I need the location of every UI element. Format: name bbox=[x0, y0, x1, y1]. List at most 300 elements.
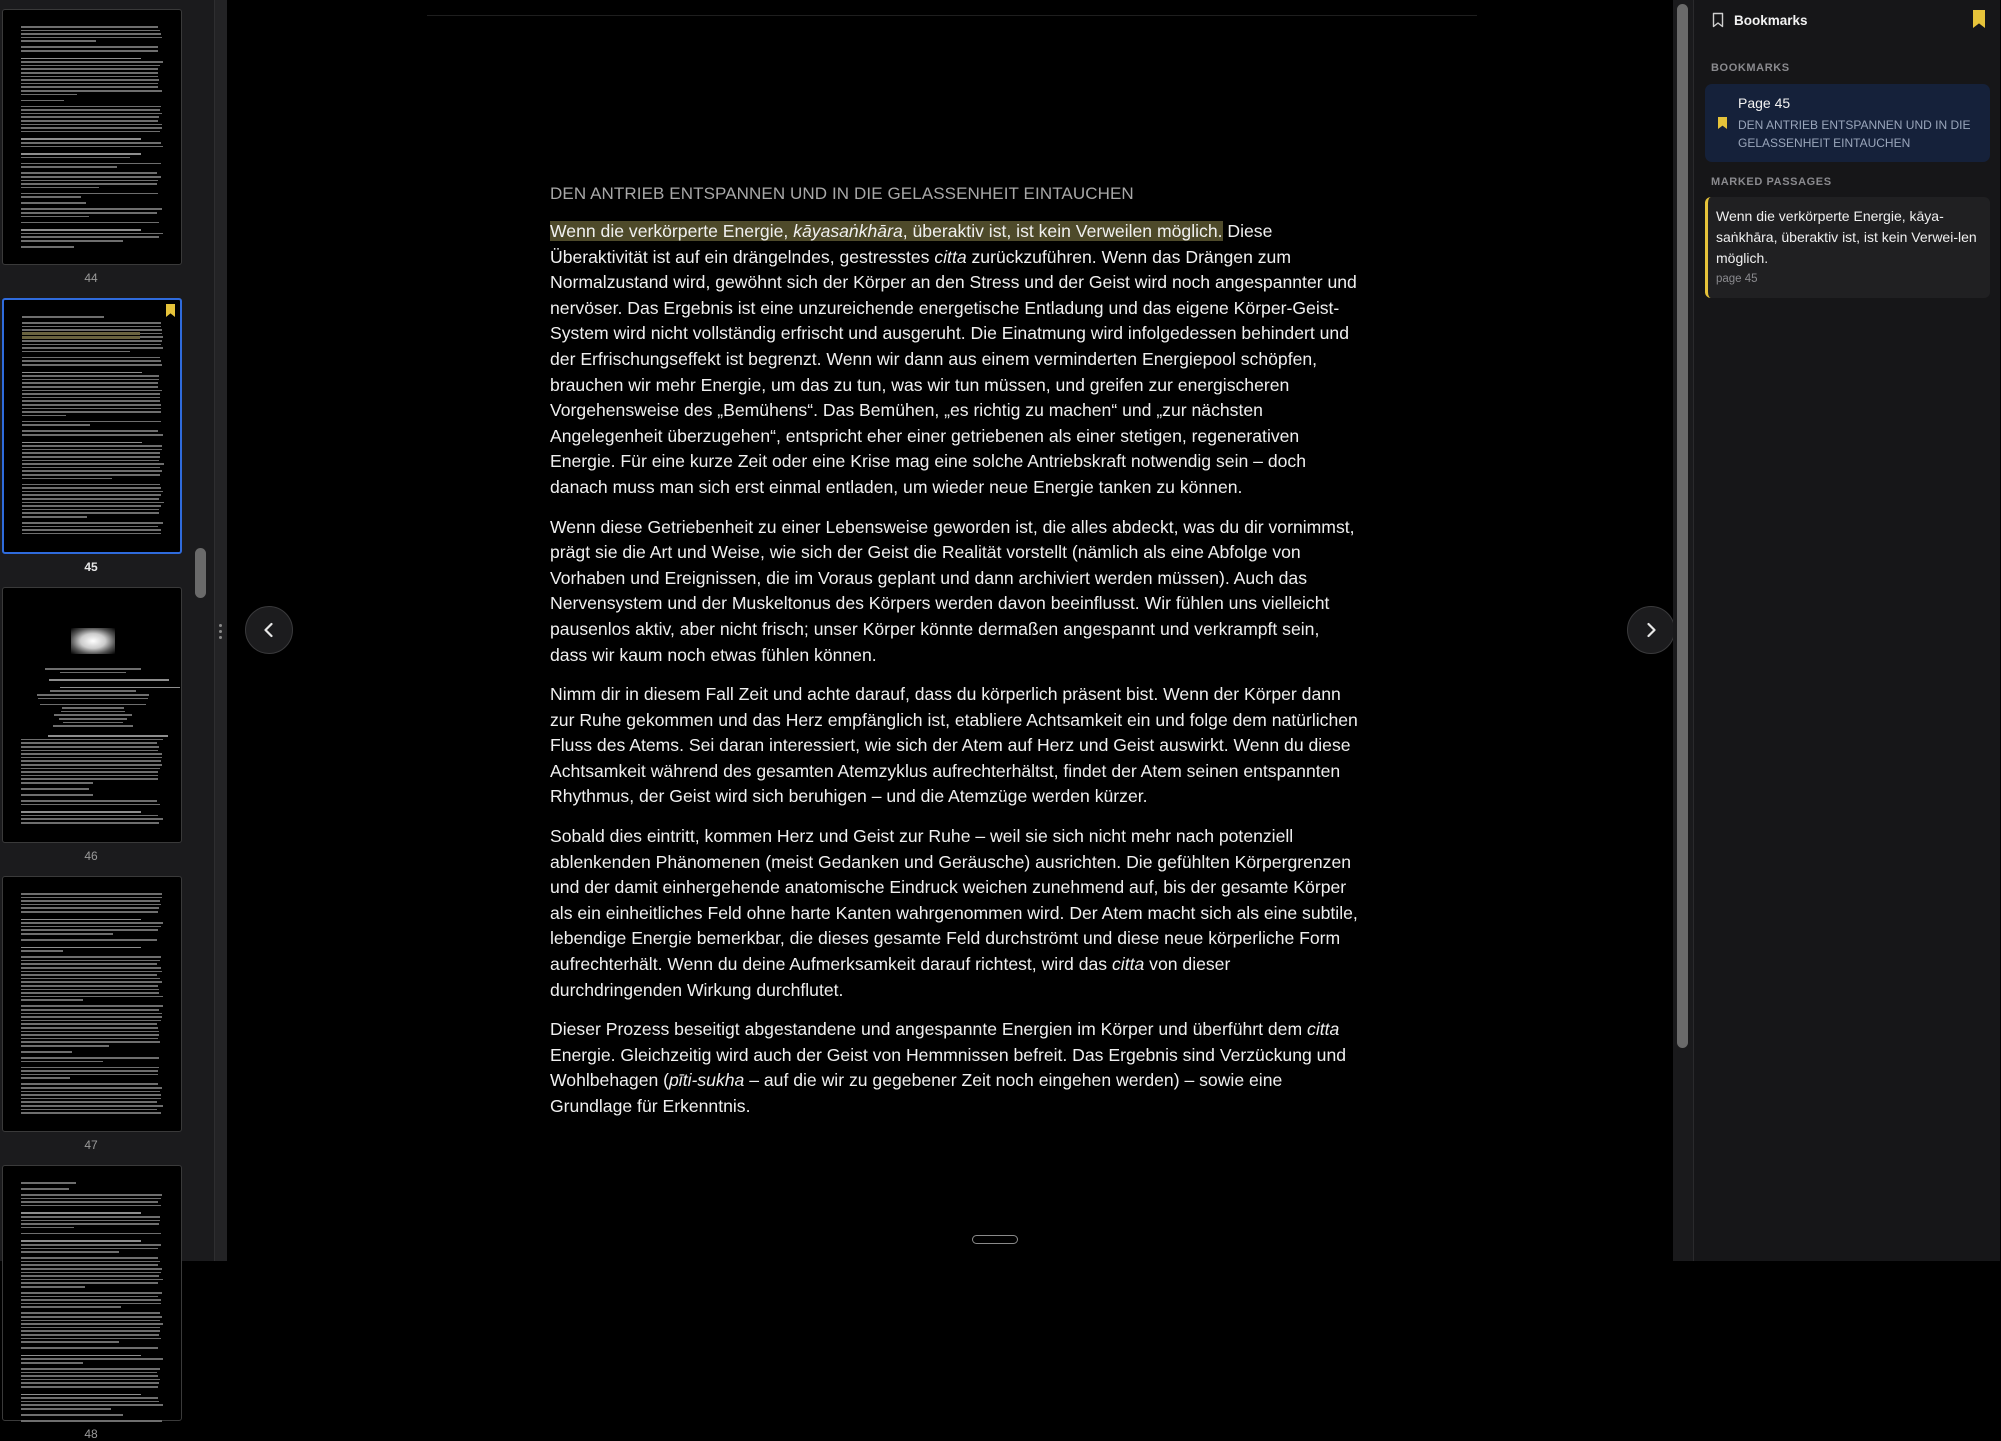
thumbnail-text-line bbox=[22, 512, 159, 514]
thumbnail-text-line bbox=[21, 919, 141, 921]
thumbnail-text-line bbox=[21, 72, 158, 74]
thumbnail-text-line bbox=[21, 229, 141, 231]
thumbnail-text-line bbox=[60, 687, 180, 689]
thumbnail-text-line bbox=[21, 180, 158, 182]
thumbnail-text-line bbox=[22, 498, 159, 500]
thumbnail-text-line bbox=[21, 1023, 157, 1025]
thumbnail-text-line bbox=[21, 1105, 163, 1107]
thumbnail-text-line bbox=[21, 746, 159, 748]
panel-header bbox=[1694, 0, 2001, 40]
thumbnail-text-line bbox=[21, 1112, 161, 1114]
chevron-left-icon bbox=[259, 620, 279, 640]
thumbnail-text-line bbox=[22, 452, 160, 454]
grip-dot bbox=[219, 624, 222, 627]
thumbnail-text-line bbox=[21, 26, 158, 28]
thumbnail-text-line bbox=[21, 1372, 157, 1374]
thumbnail-text-line bbox=[22, 463, 164, 465]
reader-scrollbar[interactable] bbox=[1673, 0, 1693, 1261]
thumbnail-image bbox=[2, 587, 182, 843]
thumbnail-page-number: 44 bbox=[84, 271, 98, 285]
thumbnail-text-line bbox=[22, 445, 162, 447]
thumbnail-highlight bbox=[22, 332, 140, 335]
thumbnail-text-line bbox=[22, 460, 159, 462]
thumbnail-text-line bbox=[21, 1320, 160, 1322]
thumbnail-text-line bbox=[21, 1306, 121, 1308]
thumbnail-text-line bbox=[21, 1109, 157, 1111]
thumbnail-text-line bbox=[21, 1077, 70, 1079]
thumbnail-text-line bbox=[21, 922, 163, 924]
thumbnail-text-line bbox=[22, 386, 158, 388]
text-run: citta bbox=[1111, 954, 1145, 975]
thumbnail-text-line bbox=[21, 963, 157, 965]
thumbnail-text-line bbox=[21, 109, 160, 111]
thumbnail-text-line bbox=[48, 735, 168, 737]
thumbnail-text-line bbox=[22, 340, 162, 342]
thumbnail-text-line bbox=[21, 138, 141, 140]
thumbnail-text-line bbox=[22, 494, 161, 496]
thumbnail-text-line bbox=[21, 1420, 162, 1422]
thumbnail-text-line bbox=[21, 1220, 160, 1222]
thumbnail-text-line bbox=[21, 1408, 111, 1410]
thumbnail-text-line bbox=[50, 690, 136, 692]
thumbnail-text-line bbox=[21, 947, 141, 949]
thumbnail-text-line bbox=[22, 478, 112, 480]
thumbnail-text-line bbox=[21, 212, 157, 214]
thumbnail-text-line bbox=[21, 1087, 162, 1089]
text-run: Energie. Gleichzeitig wird auch der Geist von Hemmnissen befreit. Das Ergebnis sind Verzückung und Wohlbehagen ( bbox=[550, 1044, 1347, 1091]
thumbnail-text-line bbox=[21, 742, 157, 744]
thumbnail-text-line bbox=[21, 1005, 163, 1007]
thumbnail-text-line bbox=[22, 397, 160, 399]
thumbnail-text-line bbox=[21, 100, 64, 102]
thumbnail-text-line bbox=[22, 434, 163, 436]
thumbnail-text-line bbox=[21, 956, 161, 958]
text-run: citta bbox=[934, 246, 967, 267]
thumbnail-text-line bbox=[45, 668, 140, 670]
thumbnail-text-line bbox=[22, 357, 160, 359]
thumbnail-text-line bbox=[21, 1067, 159, 1069]
thumbnail-text-line bbox=[21, 788, 89, 790]
thumbnail-text-line bbox=[21, 1401, 159, 1403]
thumbnail-text-line bbox=[21, 131, 160, 133]
thumbnail-text-line bbox=[21, 1182, 76, 1184]
thumbnail-text-line bbox=[21, 193, 158, 195]
thumbnail-text-line bbox=[21, 1296, 158, 1298]
thumbnail-text-line bbox=[21, 1368, 160, 1370]
thumbnail-text-line bbox=[21, 1098, 161, 1100]
sidebar-resize-handle[interactable] bbox=[214, 0, 227, 1261]
thumbnail-text-line bbox=[21, 1299, 161, 1301]
thumbnail-text-line bbox=[22, 491, 163, 493]
thumbnail-text-line bbox=[21, 1201, 158, 1203]
thumbnail-text-line bbox=[21, 142, 161, 144]
thumbnail-text-line bbox=[21, 68, 158, 70]
thumbnail-text-line bbox=[21, 1251, 119, 1253]
thumbnail-text-line bbox=[61, 711, 125, 713]
thumbnail-text-line bbox=[21, 1244, 161, 1246]
thumbnail-text-line bbox=[21, 926, 161, 928]
thumbnail-text-line bbox=[22, 364, 162, 366]
thumbnail-figure bbox=[71, 628, 115, 654]
thumbnail-text-line bbox=[21, 1070, 158, 1072]
thumbnail-text-line bbox=[21, 739, 163, 741]
thumbnail-text-line bbox=[21, 974, 157, 976]
thumbnail-text-line bbox=[22, 411, 161, 413]
page-divider bbox=[427, 15, 1477, 16]
thumbnail-text-line bbox=[21, 1292, 162, 1294]
thumbnail-text-line bbox=[21, 933, 113, 935]
thumbnail-text-line bbox=[21, 246, 74, 248]
text-run: Wenn diese Getriebenheit zu einer Lebensweise geworden ist, die alles abdeckt, was du dir vornimmst, prägt sie die Art und Weise, wie sich der Geist die Realität vorstellt (nämlich als eine Abfolge von Vorhaben und Ereignissen, die im Voraus geplant und dann archiviert werden müssen). Auch das Nervensystem und der Muskeltonus des Körpers werden davon beeinflusst. Wir fühlen uns vielleicht pausenlos aktiv, aber nicht frisch; unser Körper könnte dermaßen angespannt und verkrampft sein, dass wir kaum noch etwas fühlen können. bbox=[550, 516, 1355, 665]
thumbnail-text-line bbox=[21, 163, 161, 165]
thumbnail-text-line bbox=[21, 37, 162, 39]
page-text bbox=[550, 219, 1360, 1134]
bookmark-icon[interactable] bbox=[1973, 10, 1985, 28]
thumbnail-text-line bbox=[21, 127, 162, 129]
thumbnail-text-line bbox=[21, 1275, 159, 1277]
bookmark-icon bbox=[166, 304, 175, 317]
thumbnail-text-line bbox=[22, 400, 160, 402]
thumbnail-text-line bbox=[22, 322, 161, 324]
thumbnail-text-line bbox=[21, 1074, 158, 1076]
thumbnail-text-line bbox=[54, 714, 132, 716]
thumbnail-text-line bbox=[21, 750, 158, 752]
thumbnail-text-line bbox=[22, 533, 161, 535]
thumbnail-text-line bbox=[22, 316, 104, 318]
highlighted-text[interactable]: Wenn die verkörperte Energie, bbox=[550, 221, 794, 241]
thumbnail-text-line bbox=[21, 1212, 141, 1214]
thumbnail-text-line bbox=[21, 985, 158, 987]
thumbnail-text-line bbox=[21, 1194, 162, 1196]
thumbnail-text-line bbox=[22, 529, 161, 531]
thumbnail-text-line bbox=[21, 897, 162, 899]
thumbnail-text-line bbox=[21, 176, 161, 178]
thumbnail-text-line bbox=[21, 757, 162, 759]
thumbnail-text-line bbox=[21, 1216, 160, 1218]
thumbnail-text-line bbox=[21, 760, 161, 762]
bookmark-item[interactable] bbox=[1705, 84, 1990, 162]
thumbnail-text-line bbox=[22, 360, 161, 362]
thumbnail-text-line bbox=[22, 442, 142, 444]
thumbnail-text-line bbox=[21, 911, 158, 913]
thumbnail-text-line bbox=[21, 775, 158, 777]
thumbnail-text-line bbox=[21, 1355, 141, 1357]
thumbnail-text-line bbox=[22, 421, 161, 423]
thumbnail-text-line bbox=[21, 1394, 141, 1396]
thumbnail-text-line bbox=[21, 1205, 161, 1207]
thumbnail-text-line bbox=[21, 40, 96, 42]
thumbnail-text-line bbox=[21, 1091, 160, 1093]
thumbnail-text-line bbox=[22, 404, 161, 406]
thumbnail-text-line bbox=[38, 698, 148, 700]
thumbnail-text-line bbox=[21, 196, 81, 198]
thumbnail-text-line bbox=[21, 1257, 158, 1259]
thumbnail-text-line bbox=[21, 90, 162, 92]
paragraph bbox=[550, 682, 1360, 810]
thumbnail-text-line bbox=[21, 1375, 158, 1377]
thumbnail-scrollbar-thumb[interactable] bbox=[195, 548, 206, 598]
thumbnail-text-line bbox=[22, 344, 161, 346]
thumbnail-text-line bbox=[22, 326, 161, 328]
thumbnail-text-line bbox=[21, 46, 158, 48]
thumbnail-text-line bbox=[22, 470, 162, 472]
paragraph bbox=[550, 824, 1360, 1003]
thumbnail-text-line bbox=[21, 811, 141, 813]
thumbnail-text-line bbox=[21, 86, 158, 88]
bookmarks-panel bbox=[1693, 0, 2000, 1261]
panel-title: Bookmarks bbox=[1734, 13, 1808, 28]
thumbnail-text-line bbox=[21, 1094, 161, 1096]
thumbnail-text-line bbox=[21, 33, 161, 35]
thumbnail-text-line bbox=[21, 61, 163, 63]
thumbnail-text-line bbox=[21, 967, 161, 969]
thumbnail-text-line bbox=[21, 1414, 123, 1416]
thumbnail-text-line bbox=[21, 1057, 159, 1059]
thumbnail-text-line bbox=[22, 375, 159, 377]
thumbnail-page-number: 48 bbox=[84, 1427, 98, 1441]
thumbnail-text-line bbox=[21, 202, 86, 204]
thumbnail-text-line bbox=[21, 222, 159, 224]
paragraph bbox=[550, 219, 1360, 501]
thumbnail-text-line bbox=[21, 971, 162, 973]
thumbnail-text-line bbox=[21, 183, 157, 185]
thumbnail-text-line bbox=[21, 1382, 159, 1384]
thumbnail-page-number: 45 bbox=[84, 560, 98, 574]
thumbnail-text-line bbox=[21, 753, 162, 755]
thumbnail-text-line bbox=[37, 694, 149, 696]
thumbnail-text-line bbox=[21, 1041, 160, 1043]
reader-scrollbar-thumb[interactable] bbox=[1677, 4, 1688, 1048]
thumbnail-text-line bbox=[21, 1188, 69, 1190]
thumbnail-text-line bbox=[21, 764, 162, 766]
thumbnail-text-line bbox=[22, 526, 158, 528]
thumbnail-text-line bbox=[21, 1240, 141, 1242]
thumbnail-text-line bbox=[21, 50, 158, 52]
thumbnail-text-line bbox=[21, 989, 159, 991]
thumbnail-text-line bbox=[21, 771, 158, 773]
bookmark-title: DEN ANTRIEB ENTSPANNEN UND IN DIE GELASSENHEIT EINTAUCHEN bbox=[1738, 118, 1971, 150]
thumbnail-text-line bbox=[21, 113, 162, 115]
thumbnail-text-line bbox=[22, 449, 162, 451]
thumbnail-text-line bbox=[21, 822, 159, 824]
thumbnail-text-line bbox=[21, 65, 160, 67]
thumbnail-text-line bbox=[21, 1020, 161, 1022]
thumbnail-text-line bbox=[21, 1347, 158, 1349]
thumbnail-text-line bbox=[21, 818, 163, 820]
thumbnail-text-line bbox=[21, 929, 158, 931]
thumbnail-text-line bbox=[21, 1013, 162, 1015]
thumbnail-text-line bbox=[21, 1034, 159, 1036]
previous-page-button[interactable] bbox=[245, 606, 293, 654]
thumbnail-text-line bbox=[21, 120, 158, 122]
thumbnail-text-line bbox=[21, 124, 162, 126]
thumbnail-text-line bbox=[21, 800, 157, 802]
thumbnail-text-line bbox=[21, 30, 160, 32]
thumbnail-text-line bbox=[21, 900, 160, 902]
thumbnail-text-line bbox=[21, 999, 83, 1001]
thumbnail-text-line bbox=[22, 474, 160, 476]
thumbnail-text-line bbox=[21, 83, 158, 85]
thumbnail-text-line bbox=[21, 153, 141, 155]
text-run: Dieser Prozess beseitigt abgestandene und angespannte Energien im Körper und überführt dem bbox=[550, 1019, 1308, 1040]
thumbnail-text-line bbox=[21, 1312, 160, 1314]
thumbnail-text-line bbox=[21, 1316, 162, 1318]
thumbnail-text-line bbox=[21, 904, 161, 906]
thumbnail-text-line bbox=[21, 978, 160, 980]
thumbnail-text-line bbox=[21, 1031, 159, 1033]
marked-passage-text: Wenn die verkörperte Energie, kāya-saṅkhāra, überaktiv ist, ist kein Verwei-len möglich. bbox=[1716, 208, 1977, 266]
thumbnail-text-line bbox=[22, 467, 160, 469]
thumbnail-sidebar[interactable] bbox=[0, 0, 214, 1441]
thumbnail-text-line bbox=[21, 782, 93, 784]
thumbnail-text-line bbox=[21, 1227, 74, 1229]
thumbnail-text-line bbox=[21, 1327, 160, 1329]
reader-view bbox=[227, 0, 1673, 1261]
thumbnail-text-line bbox=[22, 347, 163, 349]
thumbnail-text-line bbox=[21, 1279, 163, 1281]
thumbnail-text-line bbox=[21, 1379, 160, 1381]
bottom-handle[interactable] bbox=[972, 1235, 1018, 1244]
bookmark-page: Page 45 bbox=[1738, 95, 1791, 111]
thumbnail-text-line bbox=[21, 79, 159, 81]
thumbnail-text-line bbox=[21, 996, 163, 998]
paragraph bbox=[550, 515, 1360, 669]
thumbnail-text-line bbox=[21, 216, 89, 218]
thumbnail-text-line bbox=[21, 1286, 85, 1288]
thumbnail-text-line bbox=[22, 379, 159, 381]
bookmarks-section-label: BOOKMARKS bbox=[1711, 62, 1790, 74]
marked-passage-page: page 45 bbox=[1716, 273, 1758, 285]
thumbnail-text-line bbox=[21, 1272, 161, 1274]
text-run: Sobald dies eintritt, kommen Herz und Geist zur Ruhe – weil sie sich nicht mehr nach potenziell ablenkenden Phänomenen (meist Gedanken und Geräusche) ausrichten. Die gefühlten Körpergrenzen und der damit einhergehende anatomische Eindruck weichen zunehmend auf, bis der gesamte Körper als ein einheitliches Feld ohne harte Kanten wahrgenommen wird. Der Atem macht sich als eine subtile, lebendige Energie bemerkbar, die dieses gesamte Feld durchströmt und diese neue körperliche Form aufrechterhält. Wenn du deine Aufmerksamkeit darauf richtest, wird das bbox=[550, 826, 1358, 975]
thumbnail-text-line bbox=[21, 58, 141, 60]
thumbnail-text-line bbox=[22, 329, 162, 331]
thumbnail-text-line bbox=[22, 430, 158, 432]
next-page-button[interactable] bbox=[1627, 606, 1675, 654]
thumbnail-text-line bbox=[22, 502, 164, 504]
text-run: citta bbox=[1307, 1019, 1340, 1040]
text-run: Nimm dir in diesem Fall Zeit und achte darauf, dass du körperlich präsent bist. Wenn der Körper dann zur Ruhe gekommen und das Herz empfänglich ist, etabliere Achtsamkeit ein und folge dem natürlichen Fluss des Atems. Sei daran interessiert, wie sich der Atem auf Herz und Geist auswirkt. Wenn du diese Achtsamkeit während des gesamten Atemzyklus aufrechterhältst, findet der Atem seinen entspannten Rhythmus, der Geist wird sich beruhigen – und die Atemzüge werden kürzer. bbox=[550, 684, 1358, 807]
thumbnail-text-line bbox=[21, 166, 117, 168]
thumbnail-text-line bbox=[21, 146, 163, 148]
thumbnail-text-line bbox=[21, 1009, 159, 1011]
grip-dot bbox=[219, 630, 222, 633]
thumbnail-text-line bbox=[22, 522, 163, 524]
thumbnail-text-line bbox=[63, 722, 124, 724]
thumbnail-highlight bbox=[22, 336, 140, 339]
grip-dot bbox=[219, 636, 222, 639]
thumbnail-text-line bbox=[21, 950, 63, 952]
thumbnail-text-line bbox=[21, 106, 161, 108]
thumbnail-text-line bbox=[21, 960, 160, 962]
text-run: – auf die wir zu gegebener Zeit noch eingehen werden) – sowie eine Grundlage für Erkenntnis. bbox=[550, 1070, 1283, 1116]
thumbnail-text-line bbox=[21, 1397, 158, 1399]
thumbnail-image bbox=[2, 876, 182, 1132]
thumbnail-text-line bbox=[21, 1323, 163, 1325]
thumbnail-text-line bbox=[21, 1282, 158, 1284]
thumbnail-text-line bbox=[21, 236, 159, 238]
thumbnail-text-line bbox=[21, 157, 130, 159]
thumbnail-text-line bbox=[21, 893, 162, 895]
thumbnail-text-line bbox=[21, 1358, 163, 1360]
thumbnail-text-line bbox=[21, 1303, 161, 1305]
thumbnail-text-line bbox=[22, 382, 158, 384]
thumbnail-text-line bbox=[22, 408, 161, 410]
thumbnail-text-line bbox=[21, 1386, 158, 1388]
thumbnail-text-line bbox=[21, 233, 163, 235]
thumbnail-text-line bbox=[21, 240, 123, 242]
thumbnail-text-line bbox=[21, 1233, 161, 1235]
marked-passage-item[interactable] bbox=[1705, 197, 1990, 298]
thumbnail-text-line bbox=[21, 1223, 159, 1225]
thumbnail-text-line bbox=[62, 707, 123, 709]
thumbnail-page-number: 46 bbox=[84, 849, 98, 863]
thumbnail-text-line bbox=[21, 1016, 162, 1018]
thumbnail-text-line bbox=[21, 794, 93, 796]
thumbnail-text-line bbox=[21, 94, 77, 96]
thumbnail-text-line bbox=[21, 1061, 103, 1063]
thumbnail-text-line bbox=[22, 372, 142, 374]
thumbnail-text-line bbox=[21, 1045, 109, 1047]
bookmark-outline-icon bbox=[1712, 12, 1724, 28]
thumbnail-text-line bbox=[21, 1341, 119, 1343]
thumbnail-text-line bbox=[21, 778, 158, 780]
thumbnail-text-line bbox=[21, 1264, 158, 1266]
thumbnail-text-line bbox=[21, 1027, 158, 1029]
thumbnail-text-line bbox=[53, 725, 133, 727]
highlighted-text[interactable]: kāyasaṅkhāra bbox=[793, 221, 903, 241]
thumbnail-text-line bbox=[22, 456, 160, 458]
thumbnail-text-line bbox=[22, 424, 90, 426]
thumbnail-text-line bbox=[21, 1083, 158, 1085]
thumbnail-text-line bbox=[21, 992, 159, 994]
thumbnail-text-line bbox=[21, 981, 162, 983]
thumbnail-text-line bbox=[22, 484, 160, 486]
thumbnail-text-line bbox=[21, 1051, 72, 1053]
thumbnail-text-line bbox=[21, 1198, 161, 1200]
thumbnail-text-line bbox=[21, 1330, 160, 1332]
thumbnail-text-line bbox=[21, 76, 158, 78]
thumbnail-text-line bbox=[21, 208, 162, 210]
thumbnail-text-line bbox=[22, 516, 87, 518]
chevron-right-icon bbox=[1641, 620, 1661, 640]
thumbnail-page-number: 47 bbox=[84, 1138, 98, 1152]
thumbnail-text-line bbox=[40, 704, 145, 706]
thumbnail-text-line bbox=[59, 718, 128, 720]
thumbnail-text-line bbox=[21, 939, 157, 941]
thumbnail-text-line bbox=[49, 679, 169, 681]
thumbnail-image bbox=[2, 298, 182, 554]
marked-passages-section-label: MARKED PASSAGES bbox=[1711, 176, 1832, 188]
thumbnail-text-line bbox=[22, 393, 160, 395]
thumbnail-text-line bbox=[21, 1362, 83, 1364]
thumbnail-text-line bbox=[21, 1404, 163, 1406]
thumbnail-text-line bbox=[21, 907, 159, 909]
thumbnail-text-line bbox=[21, 172, 157, 174]
thumbnail-text-line bbox=[21, 1338, 161, 1340]
thumbnail-text-line bbox=[22, 509, 159, 511]
highlighted-text[interactable]: , überaktiv ist, ist kein Verweilen möglich. bbox=[902, 221, 1223, 241]
thumbnail-text-line bbox=[21, 1268, 162, 1270]
text-run: zurückzuführen. Wenn das Drängen zum Normalzustand wird, gewöhnt sich der Körper an den Stress und der Geist wird noch angespannter und nervöser. Das Ergebnis ist eine unzureichende energetische Entladung und das eigene Körper-Geist-System wird nicht vollständig erfrischt und ausgeruht. Die Einatmung wird infolgedessen behindert und der Erfrischungseffekt ist begrenzt. Wenn wir dann aus einem verminderten Energiepool schöpfen, brauchen wir mehr Energie, um das zu tun, was wir tun müssen, und greifen zur energischeren Vorgehensweise des „Bemühens“. Das Bemühen, „es richtig zu machen“ und „zur nächsten Angelegenheit überzugehen“, entspricht eher einer getriebenen als einer stetigen, regenerativen Energie. Für eine kurze Zeit oder eine Krise mag eine solche Antriebskraft notwendig sein – doch danach muss man sich erst einmal entladen, um wieder neue Energie tanken zu können. bbox=[550, 246, 1357, 497]
thumbnail-image bbox=[2, 1165, 182, 1421]
thumbnail-text-line bbox=[21, 1334, 159, 1336]
thumbnail-text-line bbox=[21, 1261, 160, 1263]
thumbnail-text-line bbox=[22, 351, 130, 353]
thumbnail-text-line bbox=[21, 187, 99, 189]
text-run: pīti-sukha bbox=[669, 1070, 745, 1091]
bookmark-icon bbox=[1718, 117, 1727, 129]
